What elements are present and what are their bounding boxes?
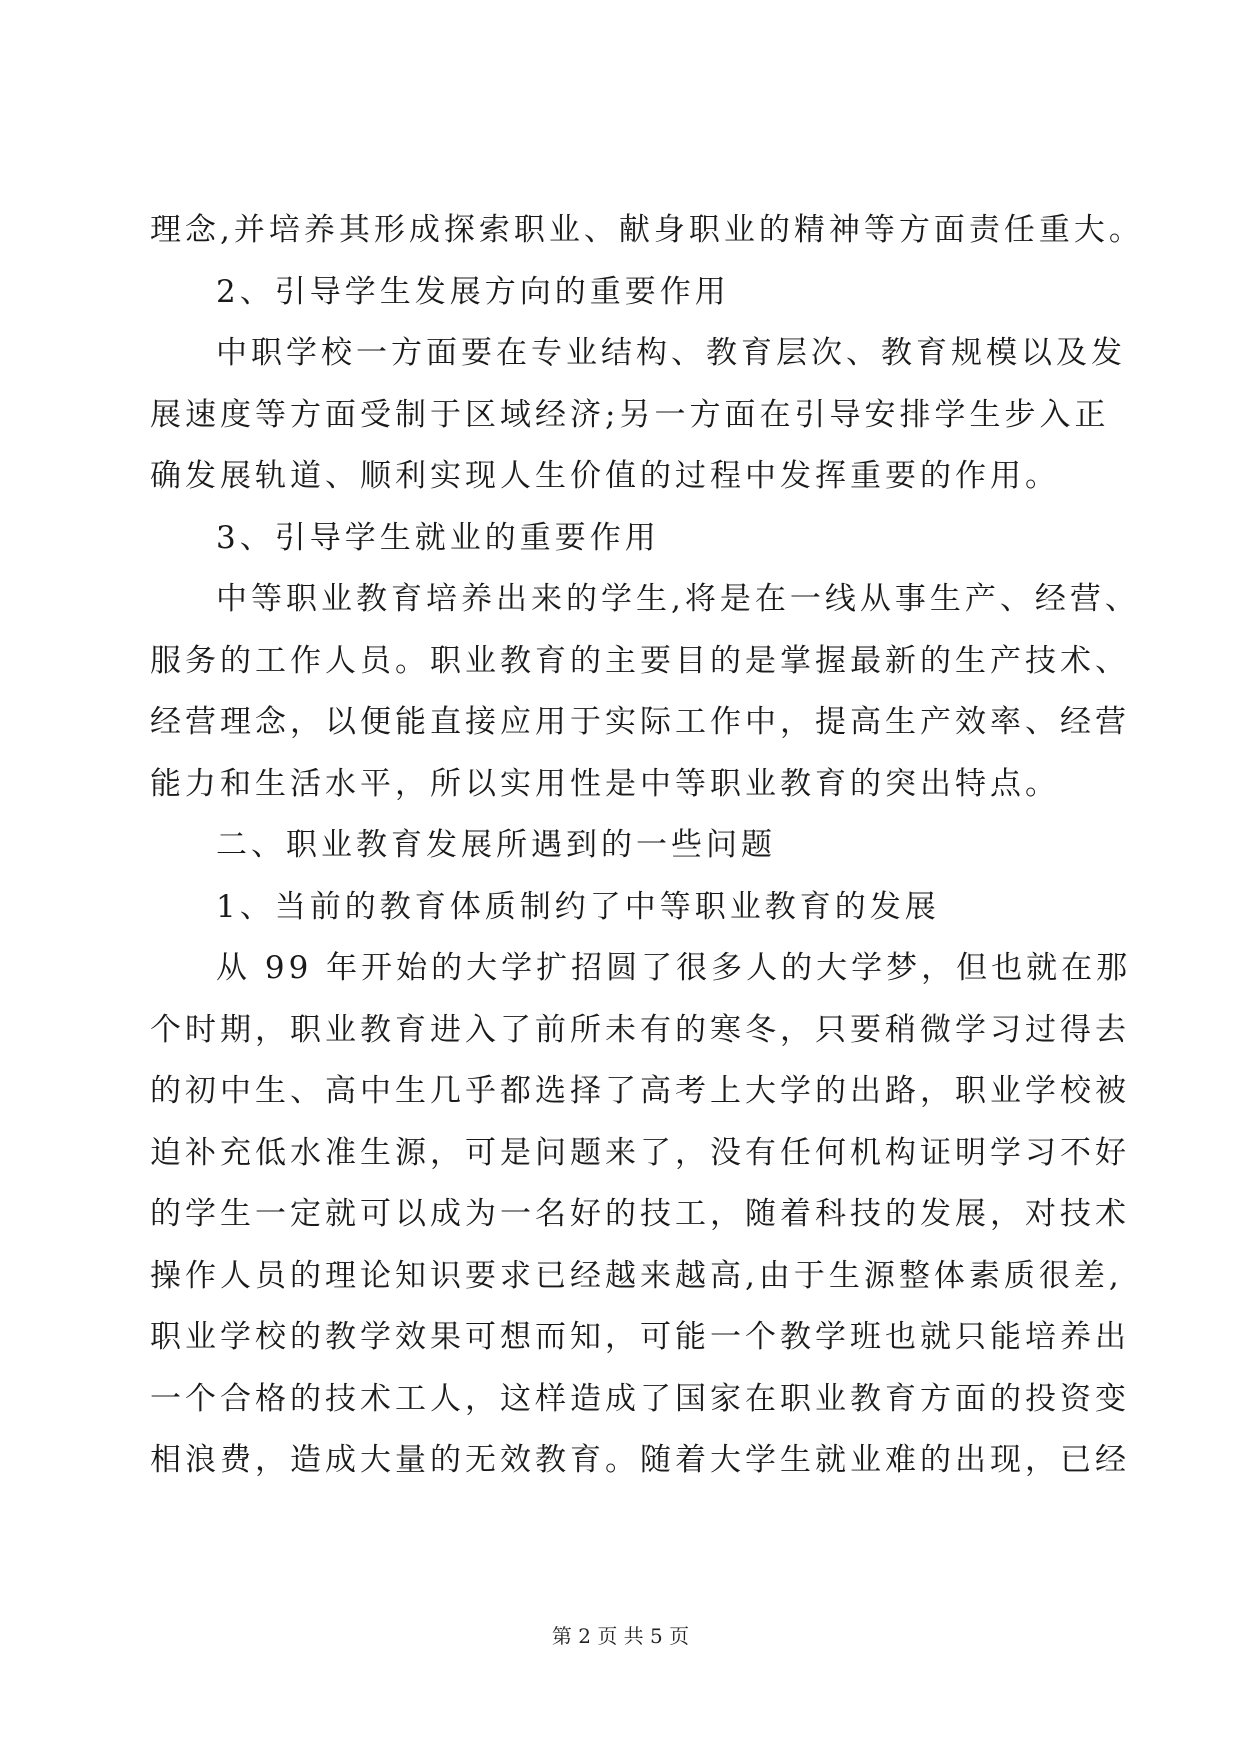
text-line: 相浪费，造成大量的无效教育。随着大学生就业难的出现，已经 [150,1442,1130,1478]
section-heading: 3、引导学生就业的重要作用 [216,519,660,556]
text-line: 一个合格的技术工人，这样造成了国家在职业教育方面的投资变 [150,1380,1130,1417]
text-line: 能力和生活水平，所以实用性是中等职业教育的突出特点。 [150,765,1060,802]
text-line: 中等职业教育培养出来的学生,将是在一线从事生产、经营、 [216,581,1140,617]
text-line: 迫补充低水准生源，可是问题来了，没有任何机构证明学习不好 [150,1134,1130,1171]
page-number-footer: 第 2 页 共 5 页 [551,1624,690,1648]
text-line: 从 99 年开始的大学扩招圆了很多人的大学梦，但也就在那 [216,950,1132,986]
text-line: 的初中生、高中生几乎都选择了高考上大学的出路，职业学校被 [150,1073,1130,1109]
text-line: 中职学校一方面要在专业结构、教育层次、教育规模以及发 [216,335,1126,371]
text-line: 个时期，职业教育进入了前所未有的寒冬，只要稍微学习过得去 [150,1011,1130,1048]
document-body [150,200,1144,1492]
text-line: 确发展轨道、顺利实现人生价值的过程中发挥重要的作用。 [150,458,1060,494]
text-line: 展速度等方面受制于区域经济;另一方面在引导安排学生步入正 [150,396,1110,433]
text-line: 操作人员的理论知识要求已经越来越高,由于生源整体素质很差, [150,1257,1123,1294]
text-line: 职业学校的教学效果可想而知，可能一个教学班也就只能培养出 [150,1319,1130,1355]
section-heading: 二、职业教育发展所遇到的一些问题 [216,827,776,863]
text-line: 的学生一定就可以成为一名好的技工，随着科技的发展，对技术 [150,1196,1130,1232]
section-heading: 2、引导学生发展方向的重要作用 [216,273,730,310]
section-heading: 1、当前的教育体质制约了中等职业教育的发展 [216,888,940,925]
text-line: 服务的工作人员。职业教育的主要目的是掌握最新的生产技术、 [150,642,1130,679]
text-line: 经营理念，以便能直接应用于实际工作中，提高生产效率、经营 [150,704,1130,740]
text-line: 理念,并培养其形成探索职业、献身职业的精神等方面责任重大。 [150,212,1144,248]
